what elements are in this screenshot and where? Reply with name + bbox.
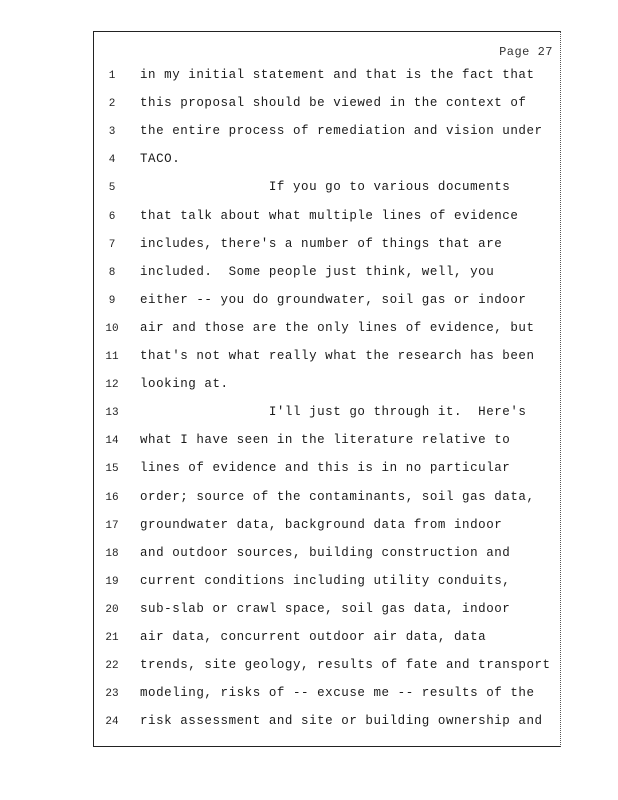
line-text: includes, there's a number of things that are — [140, 236, 503, 251]
line-number: 21 — [105, 632, 119, 644]
line-text: modeling, risks of -- excuse me -- results of the — [140, 686, 535, 701]
transcript-line — [94, 518, 562, 536]
line-text: that talk about what multiple lines of evidence — [140, 208, 519, 223]
transcript-line — [94, 293, 562, 311]
line-number: 13 — [105, 407, 119, 420]
line-number: 4 — [108, 154, 116, 167]
transcript-line — [94, 377, 562, 395]
line-text: sub-slab or crawl space, soil gas data, indoor — [140, 601, 511, 616]
line-text: included. Some people just think, well, you — [140, 264, 495, 279]
line-text: order; source of the contaminants, soil gas data, — [140, 489, 535, 504]
transcript-line — [94, 405, 562, 423]
line-text: trends, site geology, results of fate and transport — [140, 658, 551, 673]
line-text: I'll just go through it. Here's — [140, 405, 527, 420]
line-number: 17 — [105, 519, 119, 532]
line-number: 3 — [108, 126, 116, 139]
transcript-line — [94, 658, 562, 676]
transcript-line — [94, 265, 562, 283]
transcript-line — [94, 630, 562, 648]
line-number: 16 — [105, 491, 119, 504]
transcript-line — [94, 490, 562, 508]
transcript-line — [94, 237, 562, 255]
line-number: 9 — [108, 294, 116, 307]
transcript-line — [94, 209, 562, 227]
transcript-line — [94, 68, 562, 86]
transcript-line — [94, 124, 562, 142]
line-text: lines of evidence and this is in no particular — [140, 461, 511, 476]
transcript-line — [94, 321, 562, 339]
line-number: 8 — [108, 266, 116, 279]
line-number: 18 — [105, 547, 119, 560]
line-text: groundwater data, background data from indoor — [140, 517, 503, 532]
line-text: and outdoor sources, building construction and — [140, 545, 511, 560]
line-number: 2 — [108, 98, 116, 111]
line-number: 14 — [105, 435, 119, 448]
transcript-line — [94, 546, 562, 564]
line-text: what I have seen in the literature relative to — [140, 433, 511, 448]
transcript-line — [94, 96, 562, 114]
line-number: 20 — [105, 603, 119, 616]
line-number: 23 — [105, 688, 119, 701]
line-number: 22 — [105, 660, 119, 673]
line-number: 6 — [108, 210, 116, 223]
line-text: TACO. — [140, 152, 181, 167]
line-number: 7 — [108, 238, 116, 251]
line-text: risk assessment and site or building ownership and — [140, 714, 543, 729]
line-text: air data, concurrent outdoor air data, data — [140, 630, 487, 644]
transcript-line — [94, 461, 562, 479]
line-number: 5 — [108, 182, 116, 195]
line-number: 19 — [105, 575, 119, 588]
line-text: current conditions including utility conduits, — [140, 573, 511, 588]
line-text: this proposal should be viewed in the context of — [140, 96, 527, 111]
transcript-line — [94, 349, 562, 367]
line-number: 15 — [105, 463, 119, 476]
transcript-line — [94, 433, 562, 451]
transcript-page — [93, 31, 561, 747]
line-number: 11 — [105, 351, 119, 363]
line-text: either -- you do groundwater, soil gas or indoor — [140, 292, 527, 307]
line-text: If you go to various documents — [140, 180, 511, 195]
transcript-line — [94, 686, 562, 704]
page-number: Page 27 — [499, 45, 553, 59]
line-number: 12 — [105, 379, 119, 392]
transcript-line — [94, 152, 562, 170]
line-text: looking at. — [140, 377, 229, 392]
transcript-line — [94, 180, 562, 198]
transcript-line — [94, 574, 562, 592]
line-text: air and those are the only lines of evidence, but — [140, 320, 535, 335]
line-number: 1 — [108, 70, 116, 82]
transcript-line — [94, 602, 562, 620]
line-number: 24 — [105, 716, 119, 729]
transcript-line — [94, 714, 562, 732]
line-text: the entire process of remediation and vision under — [140, 124, 543, 139]
line-number: 10 — [105, 322, 119, 335]
line-text: that's not what really what the research has been — [140, 349, 535, 363]
line-text: in my initial statement and that is the fact that — [140, 68, 535, 82]
